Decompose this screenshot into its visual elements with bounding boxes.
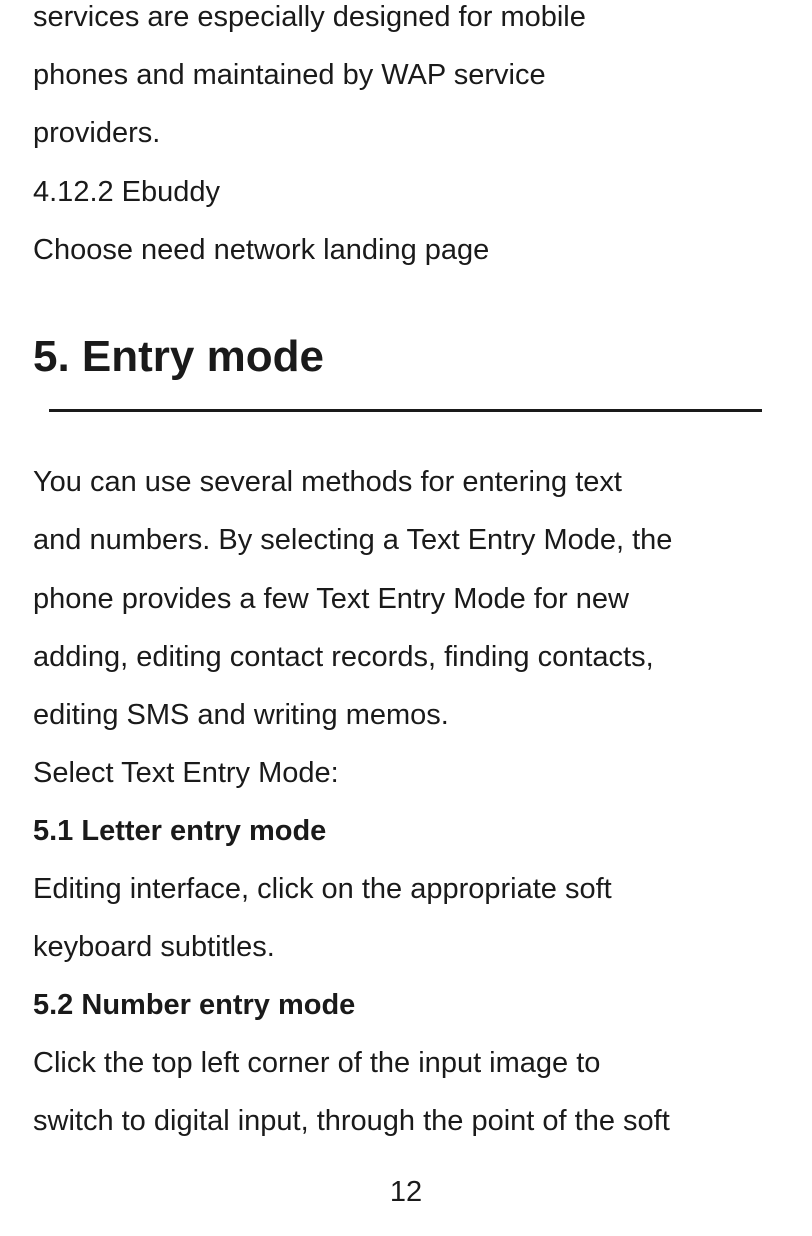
paragraph-line: phone provides a few Text Entry Mode for new [33, 583, 629, 615]
section-title-4-12-2: 4.12.2 Ebuddy [33, 176, 221, 208]
subsection-title-5-2: 5.2 Number entry mode [33, 989, 356, 1021]
paragraph-line: editing SMS and writing memos. [33, 699, 449, 731]
intro-line: providers. [33, 117, 161, 149]
intro-line: services are especially designed for mobile [33, 1, 586, 33]
select-prompt: Select Text Entry Mode: [33, 757, 339, 789]
paragraph-line: You can use several methods for entering text [33, 466, 622, 498]
subsection-body-line: Click the top left corner of the input image to [33, 1047, 601, 1079]
page-number: 12 [389, 1176, 423, 1208]
subsection-body-line: switch to digital input, through the point of the soft [33, 1105, 670, 1137]
intro-line: phones and maintained by WAP service [33, 59, 546, 91]
heading-divider [49, 409, 762, 412]
subsection-body-line: Editing interface, click on the appropriate soft [33, 873, 612, 905]
section-body-4-12-2: Choose need network landing page [33, 234, 490, 266]
paragraph-line: and numbers. By selecting a Text Entry Mode, the [33, 524, 673, 556]
paragraph-line: adding, editing contact records, finding contacts, [33, 641, 654, 673]
subsection-body-line: keyboard subtitles. [33, 931, 275, 963]
chapter-heading: 5. Entry mode [33, 332, 324, 381]
subsection-title-5-1: 5.1 Letter entry mode [33, 815, 327, 847]
